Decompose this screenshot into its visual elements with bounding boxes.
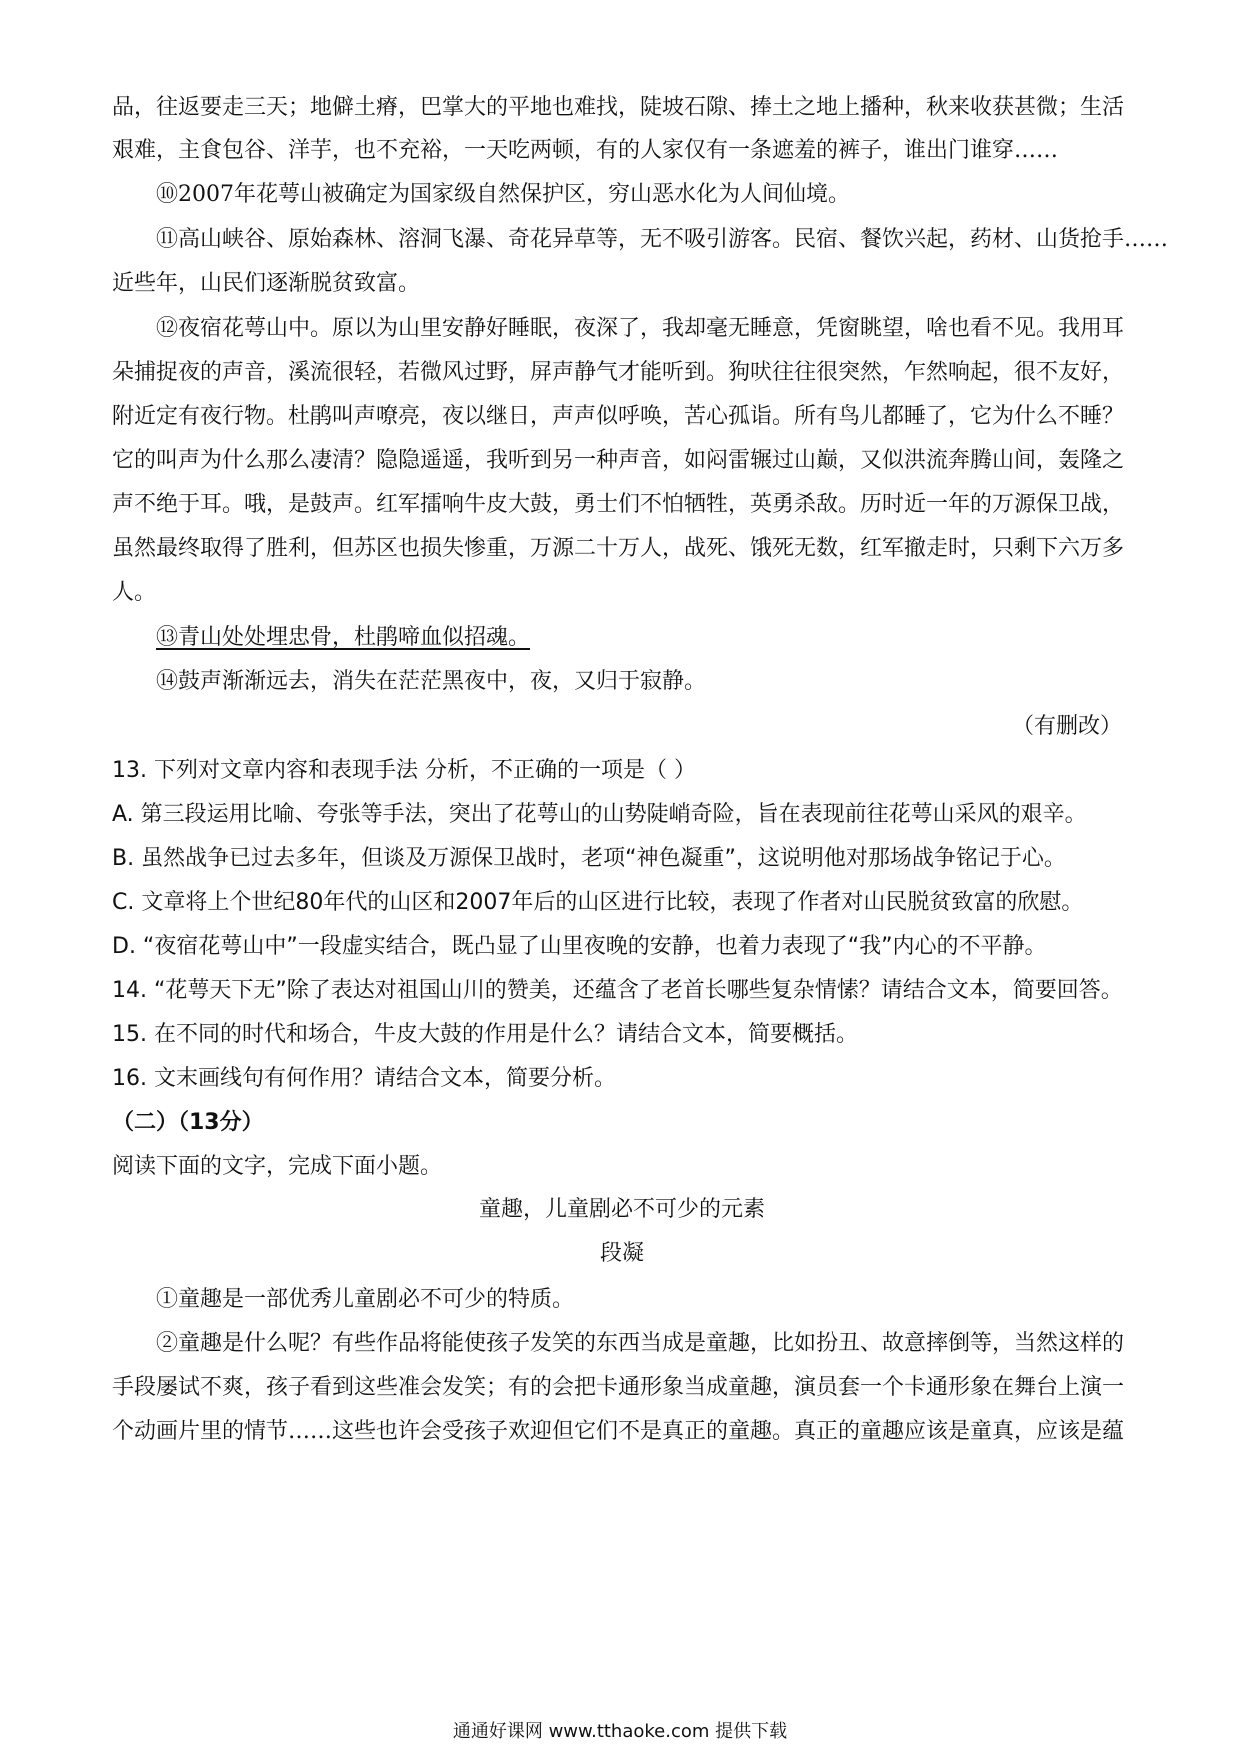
question-13-option-b: B. 虽然战争已过去多年，但谈及万源保卫战时，老项“神色凝重”，这说明他对那场战争铭记于心。 bbox=[112, 846, 1066, 871]
paragraph-14: ⑭鼓声渐渐远去，消失在茫茫黑夜中，夜，又归于寂静。 bbox=[156, 669, 707, 694]
paragraph-10: ⑩2007年花萼山被确定为国家级自然保护区，穷山恶水化为人间仙境。 bbox=[156, 182, 850, 207]
article-paragraph-2-line-1: ②童趣是什么呢？有些作品将能使孩子发笑的东西当成是童趣，比如扮丑、故意摔倒等，当然这样的 bbox=[156, 1331, 1125, 1356]
document-page bbox=[112, 0, 1169, 1754]
paragraph-12-line-3: 附近定有夜行物。杜鹃叫声嘹亮，夜以继日，声声似呼唤，苦心孤诣。所有鸟儿都睡了，它为什么不睡？ bbox=[112, 404, 1125, 429]
paragraph-12-line-4: 它的叫声为什么那么凄清？隐隐遥遥，我听到另一种声音，如闷雷辗过山巅，又似洪流奔腾山间，轰隆之 bbox=[112, 448, 1125, 473]
source-note: （有删改） bbox=[1011, 714, 1122, 739]
question-13: 13. 下列对文章内容和表现手法 分析，不正确的一项是（ ） bbox=[112, 758, 696, 783]
article-paragraph-2-line-3: 个动画片里的情节……这些也许会受孩子欢迎但它们不是真正的童趣。真正的童趣应该是童真，应该是蕴 bbox=[112, 1419, 1125, 1444]
question-13-option-d: D. “夜宿花萼山中”一段虚实结合，既凸显了山里夜晚的安静，也着力表现了“我”内心的不平静。 bbox=[112, 934, 1047, 959]
paragraph-12-line-2: 朵捕捉夜的声音，溪流很轻，若微风过野，屏声静气才能听到。狗吠往往很突然，乍然响起，很不友好， bbox=[112, 360, 1125, 385]
download-footer: 通通好课网 www.tthaoke.com 提供下载 bbox=[452, 1721, 788, 1742]
question-15: 15. 在不同的时代和场合，牛皮大鼓的作用是什么？请结合文本，简要概括。 bbox=[112, 1022, 858, 1047]
paragraph-12-line-1: ⑫夜宿花萼山中。原以为山里安静好睡眠，夜深了，我却毫无睡意，凭窗眺望，啥也看不见。我用耳 bbox=[156, 316, 1125, 341]
question-13-option-c: C. 文章将上个世纪80年代的山区和2007年后的山区进行比较，表现了作者对山民脱贫致富的欣慰。 bbox=[112, 890, 1084, 915]
paragraph-11-line-2: 近些年，山民们逐渐脱贫致富。 bbox=[112, 271, 421, 296]
paragraph-12-line-6: 虽然最终取得了胜利，但苏区也损失惨重，万源二十万人，战死、饿死无数，红军撤走时，只剩下六万多 bbox=[112, 536, 1125, 561]
article-paragraph-1: ①童趣是一部优秀儿童剧必不可少的特质。 bbox=[156, 1287, 575, 1312]
article-title: 童趣，儿童剧必不可少的元素 bbox=[478, 1197, 765, 1222]
article-author: 段凝 bbox=[599, 1241, 644, 1266]
paragraph-12-line-7: 人。 bbox=[112, 580, 157, 605]
question-13-option-a: A. 第三段运用比喻、夸张等手法，突出了花萼山的山势陡峭奇险，旨在表现前往花萼山采风的艰辛。 bbox=[112, 802, 1087, 827]
question-16: 16. 文末画线句有何作用？请结合文本，简要分析。 bbox=[112, 1066, 616, 1091]
paragraph-12-line-5: 声不绝于耳。哦，是鼓声。红军擂响牛皮大鼓，勇士们不怕牺牲，英勇杀敌。历时近一年的万源保卫战， bbox=[112, 492, 1125, 517]
paragraph-9-continued-line-1: 品，往返要走三天；地僻土瘠，巴掌大的平地也难找，陡坡石隙、捧土之地上播种，秋来收获甚微；生活 bbox=[112, 95, 1125, 120]
section-two-heading: （二）（13分） bbox=[112, 1110, 264, 1135]
question-14: 14. “花萼天下无”除了表达对祖国山川的赞美，还蕴含了老首长哪些复杂情愫？请结合文本，简要回答。 bbox=[112, 978, 1123, 1003]
paragraph-11-line-1: ⑪高山峡谷、原始森林、溶洞飞瀑、奇花异草等，无不吸引游客。民宿、餐饮兴起，药材、山货抢手…… bbox=[156, 227, 1169, 252]
paragraph-13-underlined-sentence: ⑬青山处处埋忠骨，杜鹃啼血似招魂。 bbox=[156, 625, 531, 650]
paragraph-9-continued-line-2: 艰难，主食包谷、洋芋，也不充裕，一天吃两顿，有的人家仅有一条遮羞的裤子，谁出门谁穿…… bbox=[112, 138, 1059, 163]
section-instruction: 阅读下面的文字，完成下面小题。 bbox=[112, 1154, 443, 1179]
article-paragraph-2-line-2: 手段屡试不爽，孩子看到这些准会发笑；有的会把卡通形象当成童趣，演员套一个卡通形象在舞台上演一 bbox=[112, 1375, 1125, 1400]
